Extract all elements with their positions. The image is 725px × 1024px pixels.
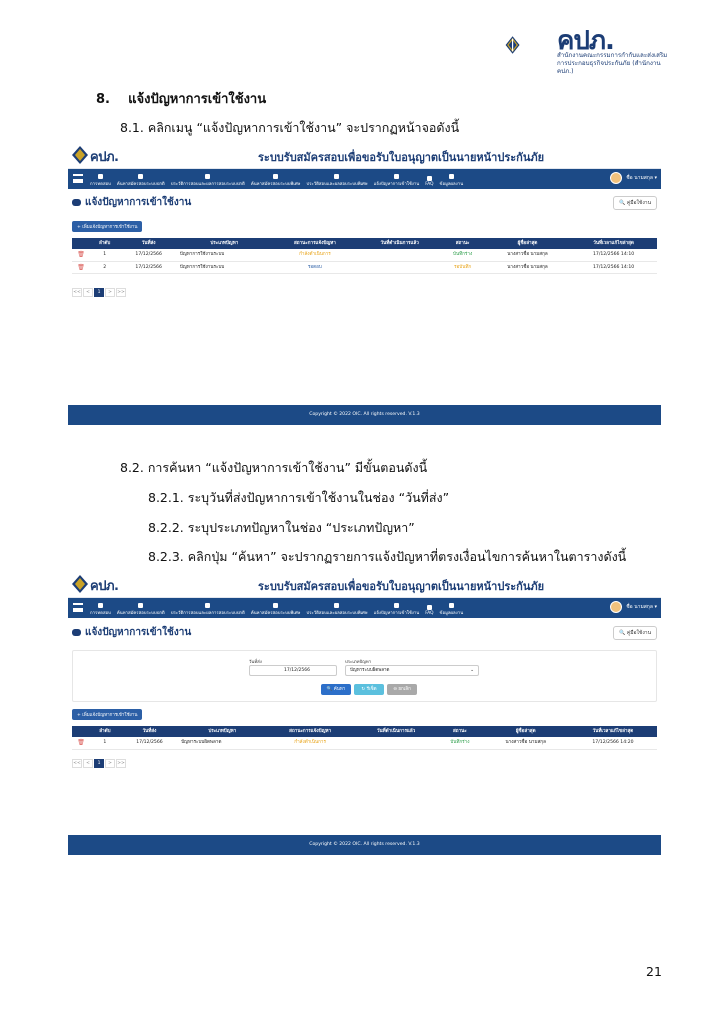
pagination bbox=[72, 759, 127, 768]
col-header[interactable]: ผู้ชื่อล่าสุด bbox=[482, 726, 569, 737]
nav-icon bbox=[138, 603, 143, 608]
page-prev[interactable]: < bbox=[83, 759, 93, 768]
paragraph-8-2-2: 8.2.2. ระบุประเภทปัญหาในช่อง “ประเภทปัญหา” bbox=[148, 520, 415, 535]
cell-state: บันทึกร่าง bbox=[437, 737, 482, 749]
chevron-down-icon: ⌄ bbox=[470, 668, 474, 673]
issue-table bbox=[72, 726, 657, 750]
app-logo-icon bbox=[72, 146, 88, 164]
nav-icon bbox=[138, 174, 143, 179]
user-menu[interactable]: ชื่อ นามสกุล ▾ bbox=[610, 601, 657, 613]
nav-icon bbox=[98, 174, 103, 179]
cell-date: 17/12/2566 bbox=[119, 261, 178, 273]
search-button[interactable]: 🔍 ค้นหา bbox=[321, 684, 351, 695]
nav-icon bbox=[449, 603, 454, 608]
nav-item[interactable]: ค้นหาสมัครสอบระบบปกติ bbox=[117, 174, 165, 189]
app-footer: Copyright © 2022 OIC. All rights reserved. V.1.3 bbox=[68, 405, 661, 425]
nav-icon bbox=[449, 174, 454, 179]
avatar bbox=[610, 172, 622, 184]
nav-icon bbox=[98, 603, 103, 608]
col-header[interactable]: สถานะการแจ้งปัญหา bbox=[265, 726, 354, 737]
cancel-button[interactable]: ⊖ ยกเลิก bbox=[387, 684, 417, 695]
nav-icon bbox=[427, 605, 432, 610]
date-label: วันที่ส่ง bbox=[249, 660, 262, 665]
page-next[interactable]: > bbox=[105, 759, 115, 768]
cell-state: บันทึกร่าง bbox=[440, 249, 484, 261]
col-header[interactable]: ลำดับ bbox=[90, 726, 120, 737]
app-navbar bbox=[68, 169, 661, 189]
nav-icon bbox=[205, 603, 210, 608]
user-menu[interactable]: ชื่อ นามสกุล ▾ bbox=[610, 172, 657, 184]
cell-no: 1 bbox=[90, 737, 120, 749]
delete-icon[interactable]: 🗑 bbox=[72, 249, 90, 261]
cell-type: ปัญหาการใช้งานระบบ bbox=[178, 249, 271, 261]
page-title: แจ้งปัญหาการเข้าใช้งาน bbox=[72, 195, 191, 210]
page-prev[interactable]: < bbox=[83, 288, 93, 297]
nav-item[interactable]: ประวัติสอบและผลสอบระบบพิเศษ bbox=[306, 174, 367, 189]
col-header[interactable]: วันที่เวลาแก้ไขล่าสุด bbox=[569, 726, 657, 737]
search-panel bbox=[72, 650, 657, 702]
nav-icon bbox=[427, 176, 432, 181]
nav-item[interactable]: การทดสอบ bbox=[90, 174, 111, 189]
app-topbar bbox=[68, 143, 661, 169]
app-logo-text: คปภ. bbox=[90, 579, 119, 594]
nav-icon bbox=[205, 174, 210, 179]
nav-icon bbox=[394, 174, 399, 179]
paragraph-8-2-3: 8.2.3. คลิกปุ่ม “ค้นหา” จะปรากฏรายการแจ้งปัญหาที่ตรงเงื่อนไขการค้นหาในตารางดังนี้ bbox=[148, 549, 627, 564]
nav-item[interactable]: ประวัติการสอบและผลการสอบระบบปกติ bbox=[171, 174, 245, 189]
cell-updated: 17/12/2566 14:10 bbox=[570, 261, 657, 273]
delete-icon[interactable]: 🗑 bbox=[72, 737, 90, 749]
page-current[interactable]: 1 bbox=[94, 759, 104, 768]
issue-table bbox=[72, 238, 657, 274]
system-title: ระบบรับสมัครสอบเพื่อขอรับใบอนุญาตเป็นนายหน้าประกันภัย bbox=[258, 151, 545, 164]
cell-no: 2 bbox=[90, 261, 119, 273]
app-logo-text: คปภ. bbox=[90, 150, 119, 165]
col-header[interactable]: วันที่ดำเนินการแล้ว bbox=[359, 238, 440, 249]
nav-item[interactable]: ข้อมูลผลงาน bbox=[440, 603, 464, 618]
col-header[interactable]: สถานะ bbox=[440, 238, 484, 249]
pagination bbox=[72, 288, 127, 297]
app-topbar bbox=[68, 572, 661, 598]
nav-icon bbox=[334, 174, 339, 179]
menu-icon[interactable] bbox=[73, 174, 83, 183]
nav-item[interactable]: ค้นหาสมัครสอบระบบพิเศษ bbox=[251, 603, 301, 618]
type-label: ประเภทปัญหา bbox=[345, 660, 372, 665]
col-header[interactable]: วันที่ดำเนินการแล้ว bbox=[355, 726, 437, 737]
cell-by: นางสาวชื่อ นามสกุล bbox=[485, 261, 570, 273]
cell-no: 1 bbox=[90, 249, 119, 261]
nav-icon bbox=[394, 603, 399, 608]
col-header[interactable]: สถานะ bbox=[437, 726, 482, 737]
table-row bbox=[72, 249, 657, 261]
add-button[interactable]: + เพิ่มแจ้งปัญหาการเข้าใช้งาน bbox=[72, 221, 142, 232]
page-current[interactable]: 1 bbox=[94, 288, 104, 297]
page-first[interactable]: << bbox=[73, 761, 81, 766]
nav-item[interactable]: ค้นหาสมัครสอบระบบปกติ bbox=[117, 603, 165, 618]
screenshot-search bbox=[68, 572, 661, 857]
nav-item[interactable]: การทดสอบ bbox=[90, 603, 111, 618]
col-header[interactable]: วันที่เวลาแก้ไขล่าสุด bbox=[570, 238, 657, 249]
page-first[interactable]: << bbox=[73, 290, 81, 295]
page-title: แจ้งปัญหาการเข้าใช้งาน bbox=[72, 625, 191, 640]
chat-icon bbox=[72, 199, 81, 206]
cell-by: นางสาวชื่อ นามสกุล bbox=[485, 249, 570, 261]
nav-icon bbox=[334, 603, 339, 608]
app-logo-icon bbox=[72, 575, 88, 593]
cell-date: 17/12/2566 bbox=[119, 249, 178, 261]
nav-item[interactable]: ประวัติสอบและผลสอบระบบพิเศษ bbox=[306, 603, 367, 618]
nav-item[interactable]: FAQ bbox=[425, 176, 433, 189]
oic-logo-icon bbox=[505, 14, 555, 76]
nav-item[interactable]: แจ้งปัญหาการเข้าใช้งาน bbox=[374, 174, 420, 189]
type-select[interactable]: ปัญหาระบบผิดพลาด ⌄ bbox=[345, 665, 479, 676]
cell-done bbox=[359, 249, 440, 261]
page-number: 21 bbox=[646, 964, 662, 979]
cell-updated: 17/12/2566 14:10 bbox=[570, 249, 657, 261]
cell-updated: 17/12/2566 14:20 bbox=[569, 737, 657, 749]
cell-type: ปัญหาระบบผิดพลาด bbox=[179, 737, 265, 749]
nav-item[interactable]: ค้นหาสมัครสอบระบบพิเศษ bbox=[251, 174, 301, 189]
app-navbar bbox=[68, 598, 661, 618]
section-heading: 8. แจ้งปัญหาการเข้าใช้งาน bbox=[96, 92, 267, 107]
nav-icon bbox=[273, 174, 278, 179]
paragraph-8-2: 8.2. การค้นหา “แจ้งปัญหาการเข้าใช้งาน” มีขั้นตอนดังนี้ bbox=[120, 460, 428, 475]
paragraph-8-1: 8.1. คลิกเมนู “แจ้งปัญหาการเข้าใช้งาน” จะปรากฏหน้าจอดังนี้ bbox=[120, 120, 460, 135]
cell-by: นางสาวชื่อ นามสกุล bbox=[482, 737, 569, 749]
reset-button[interactable]: ↻ รีเซ็ต bbox=[354, 684, 384, 695]
nav-item[interactable]: แจ้งปัญหาการเข้าใช้งาน bbox=[374, 603, 420, 618]
col-header[interactable]: ผู้ชื่อล่าสุด bbox=[485, 238, 570, 249]
help-button[interactable]: 🔍 คู่มือใช้งาน bbox=[613, 196, 657, 210]
avatar bbox=[610, 601, 622, 613]
page-last[interactable]: >> bbox=[117, 761, 125, 766]
screenshot-list bbox=[68, 143, 661, 426]
add-button[interactable]: + เพิ่มแจ้งปัญหาการเข้าใช้งาน bbox=[72, 709, 142, 720]
nav-item[interactable]: ข้อมูลผลงาน bbox=[440, 174, 464, 189]
help-button[interactable]: 🔍 คู่มือใช้งาน bbox=[613, 626, 657, 640]
system-title: ระบบรับสมัครสอบเพื่อขอรับใบอนุญาตเป็นนายหน้าประกันภัย bbox=[258, 580, 545, 593]
chat-icon bbox=[72, 629, 81, 636]
header-logo-subtitle: สำนักงานคณะกรรมการกำกับและส่งเสริมการประกอบธุรกิจประกันภัย (สำนักงาน คปภ.) bbox=[557, 52, 668, 75]
col-header[interactable]: วันที่ส่ง bbox=[119, 238, 178, 249]
paragraph-8-2-1: 8.2.1. ระบุวันที่ส่งปัญหาการเข้าใช้งานในช่อง “วันที่ส่ง” bbox=[148, 490, 450, 505]
cell-status[interactable]: กำลังดำเนินการ bbox=[265, 737, 354, 749]
cell-done bbox=[359, 261, 440, 273]
delete-icon[interactable]: 🗑 bbox=[72, 261, 90, 273]
table-row bbox=[72, 261, 657, 273]
header-logo-text: คปภ. bbox=[557, 26, 614, 56]
col-header[interactable]: ประเภทปัญหา bbox=[178, 238, 271, 249]
cell-status[interactable]: กำลังดำเนินการ bbox=[271, 249, 359, 261]
nav-item[interactable]: ประวัติการสอบและผลการสอบระบบปกติ bbox=[171, 603, 245, 618]
page-next[interactable]: > bbox=[105, 288, 115, 297]
app-footer: Copyright © 2022 OIC. All rights reserved. V.1.3 bbox=[68, 835, 661, 855]
col-header[interactable]: ประเภทปัญหา bbox=[179, 726, 265, 737]
cell-state: รอบันทึก bbox=[440, 261, 484, 273]
col-header[interactable]: สถานะการแจ้งปัญหา bbox=[271, 238, 359, 249]
table-row bbox=[72, 737, 657, 749]
nav-icon bbox=[273, 603, 278, 608]
date-input[interactable]: 17/12/2566 bbox=[249, 665, 337, 676]
col-header[interactable]: ลำดับ bbox=[90, 238, 119, 249]
col-header[interactable]: วันที่ส่ง bbox=[120, 726, 179, 737]
cell-type: ปัญหาการใช้งานระบบ bbox=[178, 261, 271, 273]
cell-status[interactable]: รอตอบ bbox=[271, 261, 359, 273]
nav-item[interactable]: FAQ bbox=[425, 605, 433, 618]
page-last[interactable]: >> bbox=[117, 290, 125, 295]
cell-date: 17/12/2566 bbox=[120, 737, 179, 749]
cell-done bbox=[355, 737, 437, 749]
menu-icon[interactable] bbox=[73, 603, 83, 612]
